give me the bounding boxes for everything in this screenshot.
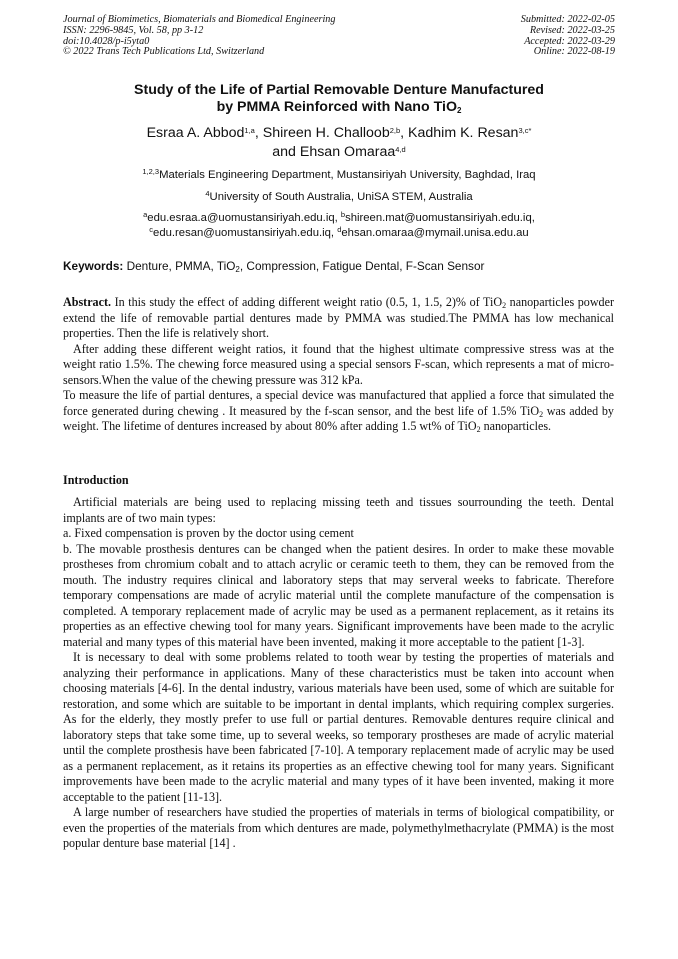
author-2: Shireen H. Challoob bbox=[262, 125, 390, 141]
intro-item-b: b. The movable prosthesis dentures can be changed when the patient desires. In order to make these movable prostheses from chromium cobalt and to attach acrylic or ceramic teeth to them, they can be removed from the mouth. The industry requires clinical and laboratory steps that may serveral weeks to fabricate. Therefore temporary compensations are made of acrylic material until the complete manufacture of the compensation is completed. A temporary replacement made of acrylic may be used as a permanent replacement, as it retains its properties as an effective chewing tool for many years. Significant improvements have been made to the acrylic material and many types of this material have been invented, making it more acceptable to the patient [1-3]. bbox=[63, 541, 614, 649]
doi-line: doi:10.4028/p-i5yta0 bbox=[63, 35, 150, 47]
accepted-date: Accepted: 2022-03-29 bbox=[524, 35, 615, 47]
abstract-p3-sub-1: 2 bbox=[539, 409, 544, 419]
author-3-affil: 3,c* bbox=[518, 126, 532, 135]
journal-info bbox=[63, 15, 335, 58]
title-line-2 bbox=[60, 99, 618, 116]
email-c-marker: c bbox=[149, 224, 154, 234]
email-line-2 bbox=[60, 226, 618, 241]
keywords-text-a: Denture, PMMA, TiO bbox=[123, 259, 236, 273]
abstract-p1-b: nanoparticles powder extend the life of removable partial dentures made by PMMA was studied.The PMMA has low mechanical properties. Then the life is relatively short. bbox=[63, 295, 614, 340]
author-3: Kadhim K. Resan bbox=[408, 125, 519, 141]
introduction-body bbox=[63, 495, 614, 852]
email-b-marker: b bbox=[340, 210, 346, 219]
affiliation-2-text: University of South Australia, UniSA STEM, Australia bbox=[209, 191, 473, 203]
copyright-line: © 2022 Trans Tech Publications Ltd, Switzerland bbox=[63, 46, 265, 58]
email-d[interactable]: ehsan.omaraa@mymail.unisa.edu.au bbox=[341, 226, 529, 239]
keywords bbox=[63, 259, 618, 274]
email-list bbox=[60, 211, 618, 240]
online-date: Online: 2022-08-19 bbox=[533, 46, 615, 58]
abstract-p3-c: nanoparticles. bbox=[480, 419, 552, 433]
keywords-text-b: , Compression, Fatigue Dental, F-Scan Sensor bbox=[239, 259, 485, 273]
affiliation-1-text: Materials Engineering Department, Mustansiriyah University, Baghdad, Iraq bbox=[159, 169, 536, 181]
submitted-date: Submitted: 2022-02-05 bbox=[520, 14, 615, 25]
affiliation-2-marker: 4 bbox=[205, 189, 210, 198]
affiliation-2 bbox=[60, 190, 618, 205]
authors-line-1: Esraa A. Abbod$^{1,a}$, Shireen H. Challoob$^{2,b}$, Kadhim K. Resan$^{3,c*}$ bbox=[146, 125, 532, 141]
abstract bbox=[63, 295, 614, 435]
abstract-p1-sub: 2 bbox=[502, 301, 507, 310]
affiliation-1-marker: 1,2,3 bbox=[142, 167, 160, 176]
email-b[interactable]: shireen.mat@uomustansiriyah.edu.iq, bbox=[345, 212, 535, 224]
abstract-label: Abstract. bbox=[63, 295, 112, 309]
abstract-p1-a: In this study the effect of adding different weight ratio (0.5, 1, 1.5, 2)% of TiO bbox=[111, 295, 503, 309]
author-1: Esraa A. Abbod bbox=[146, 125, 245, 141]
abstract-p3-b: was added by weight. The lifetime of dentures increased by about 80% after adding 1.5 wt% of TiO bbox=[63, 403, 614, 433]
keywords-label: Keywords: bbox=[63, 259, 124, 273]
revised-date: Revised: 2022-03-25 bbox=[529, 24, 615, 36]
issn-line: ISSN: 2296-9845, Vol. 58, pp 3-12 bbox=[63, 24, 204, 36]
title-subscript: 2 bbox=[456, 106, 462, 115]
email-c[interactable]: edu.resan@uomustansiriyah.edu.iq, bbox=[153, 226, 335, 239]
email-d-marker: d bbox=[337, 224, 342, 234]
intro-paragraph-2: It is necessary to deal with some problems related to tooth wear by testing the properties of materials and analyzing their performance in applications. Many of these characteristics must be taken into account when choosing materials [4-6]. In the dental industry, various materials have been used, some of which are suitable for restoration, and some which are suitable to be important in dental implants, which requiring complex surgeries. As for the elderly, they mostly prefer to use full or partial dentures. Removable dentures require clinical and laboratory steps that take some time, up to several weeks, so temporary prostheses are made of acrylic material until the complete prosthesis have been fabricated [7-10]. A temporary replacement made of acrylic may be used as a permanent replacement, as it retains its properties as an effective chewing tool for many years. Significant improvements have been made to the acrylic material and many types of it have been invented, making it more acceptable to the patient [11-13]. bbox=[63, 650, 614, 804]
abstract-paragraph-2: After adding these different weight ratios, it found that the highest ultimate compressive stress was at the weight ratio 1.5%. The chewing force measured using a special sensors F-scan, which represents a mat of micro-sensors.When the value of the chewing pressure was 312 kPa. bbox=[63, 341, 614, 387]
affiliation-1 bbox=[60, 168, 618, 183]
authors-line-2 bbox=[60, 143, 618, 162]
intro-paragraph-3: A large number of researchers have studied the properties of materials in terms of biological compatibility, or even the properties of the materials from which dentures are made, polymethylmethacrylate (PMMA) is the most popular denture base material [14] . bbox=[63, 805, 614, 850]
introduction-heading: Introduction bbox=[63, 473, 129, 487]
author-list bbox=[60, 124, 618, 161]
abstract-p3-sub-2: 2 bbox=[476, 425, 481, 434]
email-a[interactable]: edu.esraa.a@uomustansiriyah.edu.iq, bbox=[147, 212, 338, 224]
author-4: and Ehsan Omaraa bbox=[272, 143, 396, 160]
abstract-paragraph-3 bbox=[63, 388, 614, 435]
intro-item-a: a. Fixed compensation is proven by the doctor using cement bbox=[63, 526, 354, 540]
keywords-subscript: 2 bbox=[235, 265, 240, 274]
abstract-p3-a: To measure the life of partial dentures, a special device was manufactured that applied a force that simulated the force generated during chewing . It measured by the f-scan sensor, and the best life of 1.5% TiO bbox=[63, 388, 614, 418]
author-1-affil: 1,a bbox=[244, 126, 255, 135]
title-line-1: Study of the Life of Partial Removable Denture Manufactured bbox=[134, 82, 544, 98]
email-a-marker: a bbox=[143, 210, 148, 219]
title-line-2-text: by PMMA Reinforced with Nano TiO bbox=[216, 99, 457, 115]
author-2-affil: 2,b bbox=[389, 126, 401, 135]
publication-dates bbox=[521, 15, 615, 58]
abstract-paragraph-1 bbox=[63, 295, 614, 342]
journal-name: Journal of Biomimetics, Biomaterials and Biomedical Engineering bbox=[63, 14, 336, 25]
intro-paragraph-1: Artificial materials are being used to replacing missing teeth and tissues sourrounding the teeth. Dental implants are of two main types: bbox=[63, 495, 614, 525]
email-line-1 bbox=[60, 211, 618, 226]
paper-title bbox=[60, 82, 618, 116]
author-4-affil: 4,d bbox=[395, 144, 406, 154]
